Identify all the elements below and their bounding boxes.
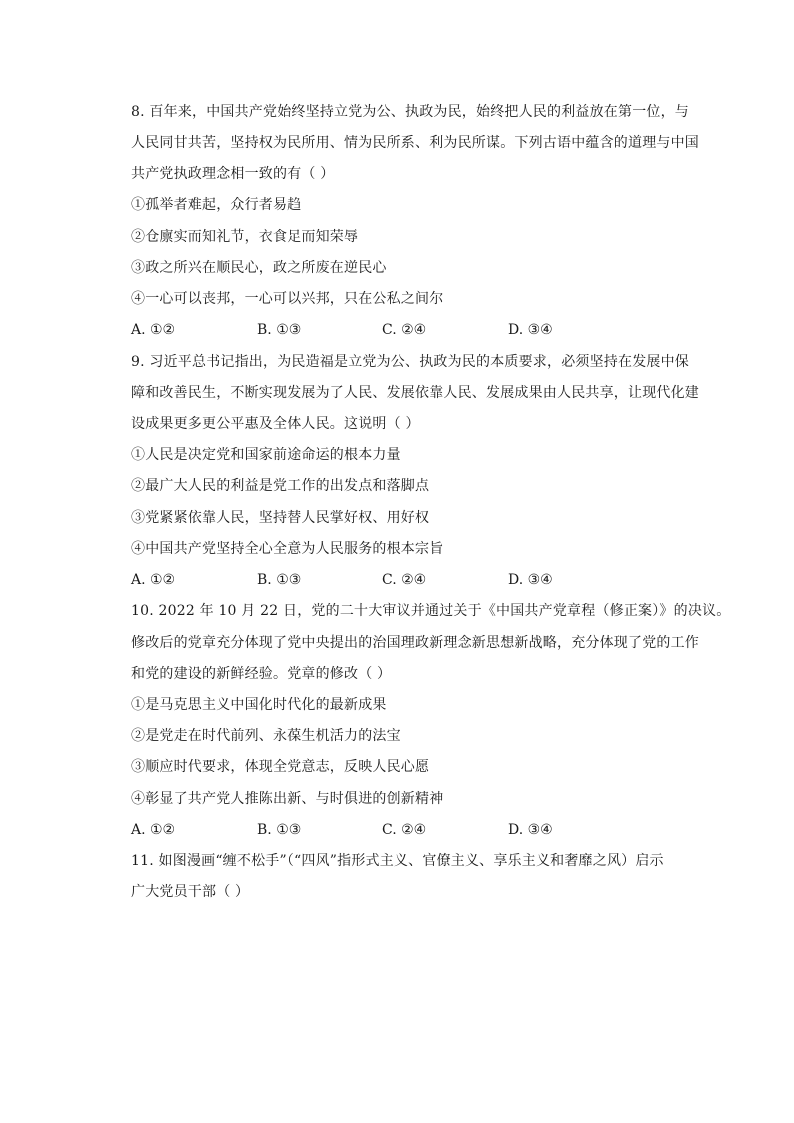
- question-8-option-2: ②仓廪实而知礼节，衣食足而知荣辱: [131, 229, 359, 245]
- choice-c: C. ②④: [382, 572, 427, 588]
- question-9-stem-line-3: 设成果更多更公平惠及全体人民。这说明（ ）: [131, 416, 420, 432]
- choice-b: B. ①③: [257, 322, 302, 338]
- question-9-option-4: ④中国共产党坚持全心全意为人民服务的根本宗旨: [131, 541, 444, 557]
- question-10-stem-line-3: 和党的建设的新鲜经验。党章的修改（ ）: [131, 666, 392, 682]
- question-10-option-1: ①是马克思主义中国化时代化的最新成果: [131, 697, 387, 713]
- question-10-option-3: ③顺应时代要求，体现全党意志，反映人民心愿: [131, 759, 430, 775]
- question-10-stem-line-1: 10. 2022 年 10 月 22 日，党的二十大审议并通过关于《中国共产党章程（修正案）》的决议。: [131, 603, 731, 619]
- question-9-option-3: ③党紧紧依靠人民，坚持替人民掌好权、用好权: [131, 510, 430, 526]
- question-10-option-2: ②是党走在时代前列、永葆生机活力的法宝: [131, 728, 401, 744]
- question-9-stem-line-1: 9. 习近平总书记指出，为民造福是立党为公、执政为民的本质要求，必须坚持在发展中保: [131, 354, 690, 370]
- question-9-option-1: ①人民是决定党和国家前途命运的根本力量: [131, 447, 401, 463]
- question-10-stem-line-2: 修改后的党章充分体现了党中央提出的治国理政新理念新思想新战略，充分体现了党的工作: [131, 635, 699, 651]
- choice-b: B. ①③: [257, 572, 302, 588]
- question-9-stem-line-2: 障和改善民生，不断实现发展为了人民、发展依靠人民、发展成果由人民共享，让现代化建: [131, 385, 699, 401]
- choice-c: C. ②④: [382, 322, 427, 338]
- question-8-stem-line-1: 8. 百年来，中国共产党始终坚持立党为公、执政为民，始终把人民的利益放在第一位，与: [131, 104, 690, 120]
- question-11-stem-line-2: 广大党员干部（ ）: [131, 884, 250, 900]
- question-8-choices: [131, 320, 651, 340]
- question-9-option-2: ②最广大人民的利益是党工作的出发点和落脚点: [131, 478, 430, 494]
- question-8-stem-line-3: 共产党执政理念相一致的有（ ）: [131, 166, 335, 182]
- question-8-option-1: ①孤举者难起，众行者易趋: [131, 197, 302, 213]
- question-8-option-3: ③政之所兴在顺民心，政之所废在逆民心: [131, 260, 387, 276]
- choice-a: A. ①②: [131, 822, 176, 838]
- question-9-choices: [131, 570, 651, 590]
- choice-d: D. ③④: [508, 322, 553, 338]
- question-10-choices: [131, 820, 651, 840]
- choice-b: B. ①③: [257, 822, 302, 838]
- question-8-option-4: ④一心可以丧邦，一心可以兴邦，只在公私之间尔: [131, 291, 444, 307]
- question-11-stem-line-1: 11. 如图漫画“缠不松手”（“四风”指形式主义、官僚主义、享乐主义和奢靡之风）启示: [131, 853, 664, 869]
- choice-d: D. ③④: [508, 572, 553, 588]
- question-10-option-4: ④彰显了共产党人推陈出新、与时俱进的创新精神: [131, 791, 444, 807]
- choice-d: D. ③④: [508, 822, 553, 838]
- choice-a: A. ①②: [131, 572, 176, 588]
- choice-c: C. ②④: [382, 822, 427, 838]
- choice-a: A. ①②: [131, 322, 176, 338]
- question-8-stem-line-2: 人民同甘共苦，坚持权为民所用、情为民所系、利为民所谋。下列古语中蕴含的道理与中国: [131, 135, 699, 151]
